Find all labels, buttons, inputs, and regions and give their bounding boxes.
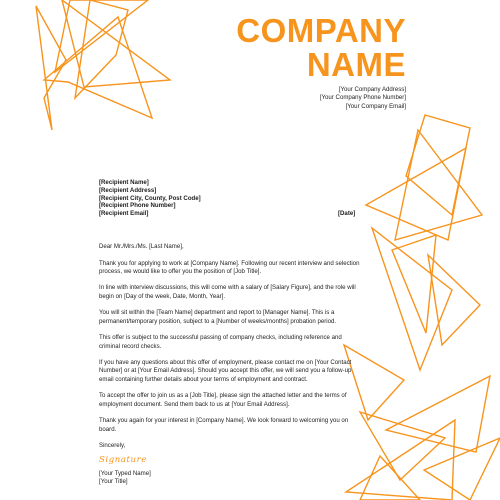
recipient-city: [Recipient City, County, Post Code] xyxy=(99,194,201,202)
signer-name: [Your Typed Name] xyxy=(99,469,151,477)
decorative-shape xyxy=(424,438,500,500)
salutation: Dear Mr./Mrs./Ms. [Last Name], xyxy=(99,243,184,250)
paragraph-accept: To accept the offer to join us as a [Job Title], please sign the attached letter and the terms of employment document. Send them back to us at [Your Email Address]. xyxy=(99,392,347,408)
paragraph-thanks: Thank you for applying to work at [Company Name]. Following our recent interview and selection process, we would like to offer you the position of [Job Title]. xyxy=(99,259,360,275)
decorative-shape xyxy=(62,0,170,87)
recipient-email: [Recipient Email] xyxy=(99,210,149,218)
decorative-shape xyxy=(44,17,152,118)
paragraph-checks: This offer is subject to the successful passing of company checks, including reference and criminal record checks. xyxy=(99,334,342,350)
company-name xyxy=(236,14,406,82)
company-phone: [Your Company Phone Number] xyxy=(319,94,406,102)
recipient-block xyxy=(99,179,201,218)
company-address: [Your Company Address] xyxy=(338,86,406,93)
signature: Signature xyxy=(99,455,147,466)
decorative-shape xyxy=(360,456,420,500)
signer-block xyxy=(99,470,361,487)
recipient-name: [Recipient Name] xyxy=(99,179,149,186)
decorative-shape xyxy=(392,235,436,333)
signer-title: [Your Title] xyxy=(99,478,128,486)
closing: Sincerely, xyxy=(99,442,126,450)
decorative-shape xyxy=(346,420,455,500)
decorative-shape xyxy=(386,376,490,452)
recipient-address: [Recipient Address] xyxy=(99,186,157,194)
company-contact-block xyxy=(320,86,406,111)
decorative-shape xyxy=(36,6,66,130)
company-name-line1: COMPANY xyxy=(236,12,406,49)
paragraph-department: You will sit within the [Team Name] department and report to [Manager Name]. This is a permanent/temporary position, subject to a [Number of weeks/months] probation period. xyxy=(99,309,337,325)
letter-body xyxy=(99,243,361,486)
paragraph-questions: If you have any questions about this offer of employment, please contact me on [Your Contact Number] or at [Your Email Address]. Should you accept this offer, we will send you a follow-up email containing further details about your terms of employment and contract. xyxy=(99,359,352,383)
decorative-shape xyxy=(395,130,482,240)
paragraph-salary: In line with interview discussions, this will come with a salary of [Salary Figure], and the role will begin on [Day of the week, Date, Month, Year]. xyxy=(99,284,356,300)
decorative-shape xyxy=(366,148,466,240)
decorative-shape xyxy=(406,115,470,215)
paragraph-closing-thanks: Thank you again for your interest in [Company Name]. We look forward to welcoming you on board. xyxy=(99,417,349,433)
decorative-shape xyxy=(372,228,452,370)
decorative-shape xyxy=(75,0,128,98)
company-name-line2: NAME xyxy=(306,46,406,83)
letter-date: [Date] xyxy=(338,210,356,217)
decorative-shape xyxy=(55,0,148,72)
decorative-shape xyxy=(428,255,480,345)
company-email: [Your Company Email] xyxy=(345,102,406,110)
recipient-phone: [Recipient Phone Number] xyxy=(99,202,176,210)
decorative-shape xyxy=(360,412,445,480)
